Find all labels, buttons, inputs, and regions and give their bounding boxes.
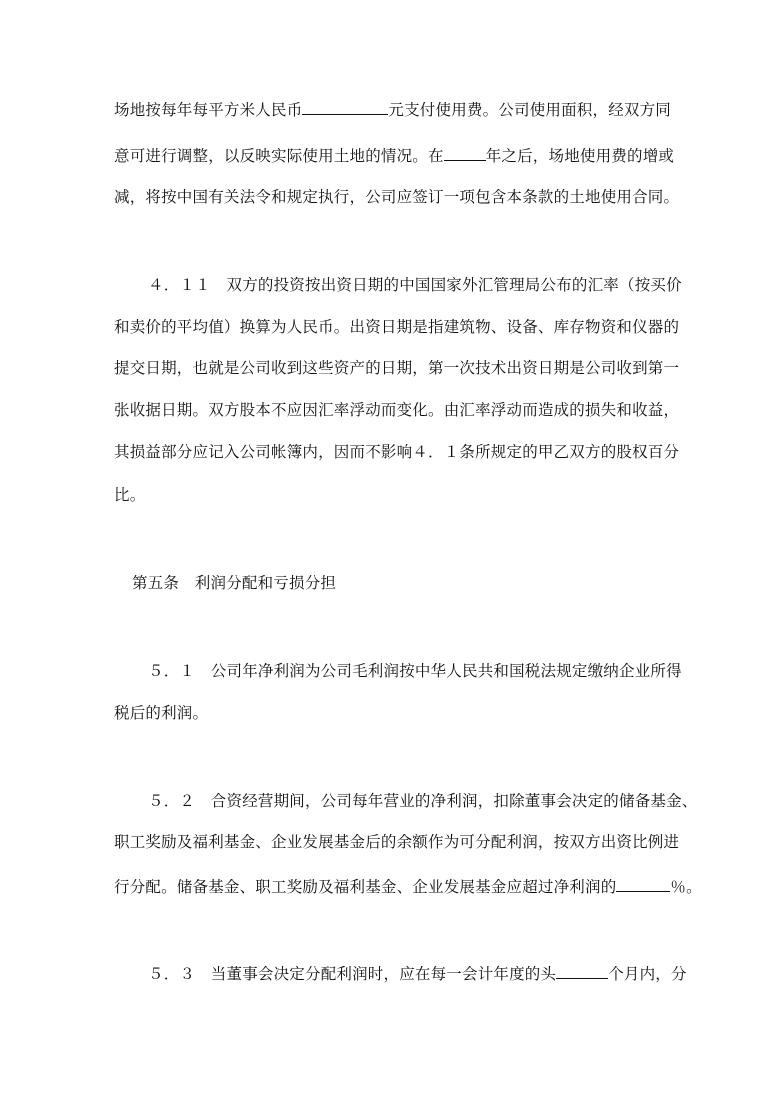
text-segment: 年之后，场地使用费的增或 — [485, 147, 675, 165]
paragraph-1-line-1 — [114, 100, 671, 120]
paragraph-3-line-1 — [148, 661, 682, 681]
text-segment: ５．３ 当董事会决定分配利润时，应在每一会计年度的头 — [148, 965, 557, 983]
text-segment: 行分配。储备基金、职工奖励及福利基金、企业发展基金应超过净利润的 — [114, 878, 617, 896]
paragraph-1-line-2 — [114, 146, 674, 166]
text-segment: 职工奖励及福利基金、企业发展基金后的余额作为可分配利润，按双方出资比例进 — [114, 833, 680, 851]
fill-in-blank[interactable] — [556, 964, 608, 979]
text-segment: 提交日期，也就是公司收到这些资产的日期，第一次技术出资日期是公司收到第一 — [114, 359, 680, 377]
text-segment: 比。 — [114, 486, 146, 504]
paragraph-5-line-1 — [148, 964, 687, 984]
text-segment: 个月内，分 — [608, 965, 687, 983]
heading-text: 第五条 利润分配和亏损分担 — [132, 574, 337, 592]
text-segment: 张收据日期。双方股本不应因汇率浮动而变化。由汇率浮动而造成的损失和收益， — [114, 401, 680, 419]
paragraph-2-line-3 — [114, 358, 679, 378]
text-segment: ％。 — [670, 878, 702, 896]
text-segment: 意可进行调整，以反映实际使用土地的情况。在 — [114, 147, 444, 165]
section-heading — [132, 573, 336, 593]
fill-in-blank[interactable] — [302, 100, 388, 115]
paragraph-1-line-3 — [114, 187, 679, 207]
paragraph-2-line-1 — [148, 275, 682, 295]
fill-in-blank[interactable] — [616, 877, 670, 892]
paragraph-3-line-2 — [114, 703, 208, 723]
text-segment: 减，将按中国有关法令和规定执行，公司应签订一项包含本条款的土地使用合同。 — [114, 188, 680, 206]
paragraph-4-line-2 — [114, 832, 679, 852]
text-segment: 场地按每年每平方米人民币 — [114, 101, 303, 119]
fill-in-blank[interactable] — [444, 146, 486, 161]
paragraph-4-line-3 — [114, 877, 702, 897]
paragraph-2-line-6 — [114, 485, 145, 505]
text-segment: ４．１１ 双方的投资按出资日期的中国国家外汇管理局公布的汇率（按买价 — [148, 276, 682, 294]
text-segment: 元支付使用费。公司使用面积，经双方同 — [388, 101, 672, 119]
text-segment: 和卖价的平均值）换算为人民币。出资日期是指建筑物、设备、库存物资和仪器的 — [114, 318, 680, 336]
paragraph-2-line-2 — [114, 317, 679, 337]
paragraph-2-line-4 — [114, 400, 679, 420]
paragraph-2-line-5 — [114, 442, 679, 462]
text-segment: ５．２ 合资经营期间，公司每年营业的净利润，扣除董事会决定的储备基金、 — [148, 792, 698, 810]
text-segment: 税后的利润。 — [114, 704, 209, 722]
text-segment: ５．１ 公司年净利润为公司毛利润按中华人民共和国税法规定缴纳企业所得 — [148, 662, 682, 680]
paragraph-4-line-1 — [148, 791, 698, 811]
text-segment: 其损益部分应记入公司帐簿内，因而不影响４．１条所规定的甲乙双方的股权百分 — [114, 443, 680, 461]
